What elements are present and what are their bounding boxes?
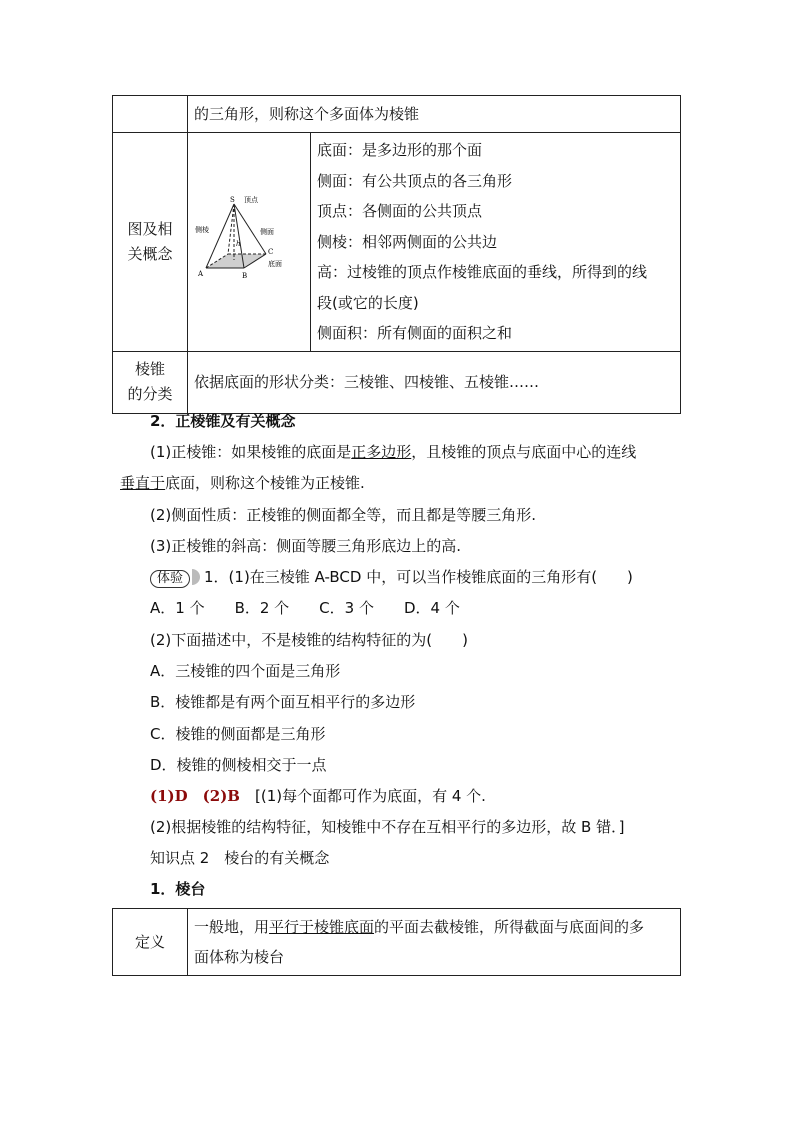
definition-line: 侧棱：相邻两侧面的公共边: [317, 232, 498, 251]
table-cell-figure: [188, 133, 311, 352]
text: 底面，则称这个棱锥为正棱锥.: [165, 474, 365, 492]
paragraph-regular-pyramid-cont: [120, 473, 680, 493]
definition-line: 面体称为棱台: [194, 948, 285, 966]
underlined-term: 平行于棱锥底面: [269, 918, 375, 936]
table-cell-definitions: [311, 133, 681, 352]
option-b: B．棱锥都是有两个面互相平行的多边形: [150, 693, 416, 711]
label-apex: 顶点: [244, 195, 258, 204]
base-face: [206, 254, 266, 268]
paragraph-regular-pyramid: [150, 442, 710, 462]
text: (1)正棱锥：如果棱锥的底面是: [150, 443, 352, 461]
definition-line: 侧面：有公共顶点的各三角形: [317, 171, 513, 190]
answer-line: [150, 786, 710, 806]
frustum-definition-table: [112, 908, 681, 976]
table-cell-classification: 依据底面的形状分类：三棱锥、四棱锥、五棱锥……: [188, 351, 681, 413]
exercise-q1-options: A．1 个 B．2 个 C．3 个 D．4 个: [150, 599, 460, 617]
label-a: A: [198, 269, 204, 278]
exercise-q1: [150, 567, 710, 588]
label-c: C: [268, 247, 274, 256]
definition-line: 段(或它的长度): [317, 293, 419, 312]
sub-heading: 1．棱台: [150, 880, 206, 898]
label-line: 图及相: [127, 219, 173, 238]
label-line: 的分类: [127, 385, 173, 403]
pyramid-figure: [194, 190, 304, 290]
definition-line: 底面：是多边形的那个面: [317, 141, 483, 159]
section-heading: 2．正棱锥及有关概念: [150, 412, 296, 430]
exercise-q2: (2)下面描述中，不是棱锥的结构特征的为( ): [150, 631, 468, 649]
label-lateral-face: 侧面: [260, 227, 274, 236]
answer-2: (2)B: [202, 787, 240, 805]
definition-line: [194, 912, 674, 942]
pyramid-concept-table: [112, 95, 681, 414]
table-cell-frustum-definition: [188, 909, 681, 976]
label-h: h: [236, 239, 241, 248]
label-line: 棱锥: [134, 360, 165, 378]
explanation-2: (2)根据棱锥的结构特征，知棱锥中不存在互相平行的多边形，故 B 错．]: [150, 818, 625, 836]
answer-1: (1)D: [150, 787, 188, 805]
explanation-1: [(1)每个面都可作为底面，有 4 个.: [254, 787, 486, 805]
table-cell-definition-end: 的三角形，则称这个多面体为棱锥: [188, 96, 681, 133]
definition-line: 顶点：各侧面的公共顶点: [317, 202, 483, 220]
paragraph-slant-height: (3)正棱锥的斜高：侧面等腰三角形底边上的高.: [150, 537, 462, 555]
table-cell-figure-label: [113, 133, 188, 352]
question-text: 1．(1)在三棱锥 A-BCD 中，可以当作棱锥底面的三角形有( ): [204, 568, 633, 586]
underlined-term: 正多边形: [351, 443, 412, 461]
exercise-tag: 体验: [150, 570, 190, 588]
definition-line: 侧面积：所有侧面的面积之和: [317, 324, 513, 342]
option-d: D．棱锥的侧棱相交于一点: [150, 756, 327, 774]
table-cell-classification-label: [113, 351, 188, 413]
option-a: A．三棱锥的四个面是三角形: [150, 662, 341, 680]
knowledge-heading: 知识点 2 棱台的有关概念: [150, 849, 330, 867]
option-c: C．棱锥的侧面都是三角形: [150, 725, 326, 743]
paragraph-lateral-property: (2)侧面性质：正棱锥的侧面都全等，而且都是等腰三角形.: [150, 506, 537, 524]
text: ，且棱锥的顶点与底面中心的连线: [411, 443, 637, 461]
tag-dot-icon: [192, 569, 200, 585]
table-cell-definition-label: 定义: [113, 909, 188, 976]
text: 一般地，用: [194, 918, 270, 936]
table-cell-empty: [113, 96, 188, 133]
definition-line: 高：过棱锥的顶点作棱锥底面的垂线，所得到的线: [317, 263, 648, 281]
label-line: 关概念: [127, 244, 173, 263]
label-b: B: [242, 271, 248, 280]
label-s: S: [230, 195, 235, 204]
label-lateral-edge: 侧棱: [195, 225, 209, 234]
underlined-term: 垂直于: [120, 474, 166, 492]
text: 的平面去截棱锥，所得截面与底面间的多: [374, 918, 645, 936]
label-base: 底面: [268, 259, 282, 268]
